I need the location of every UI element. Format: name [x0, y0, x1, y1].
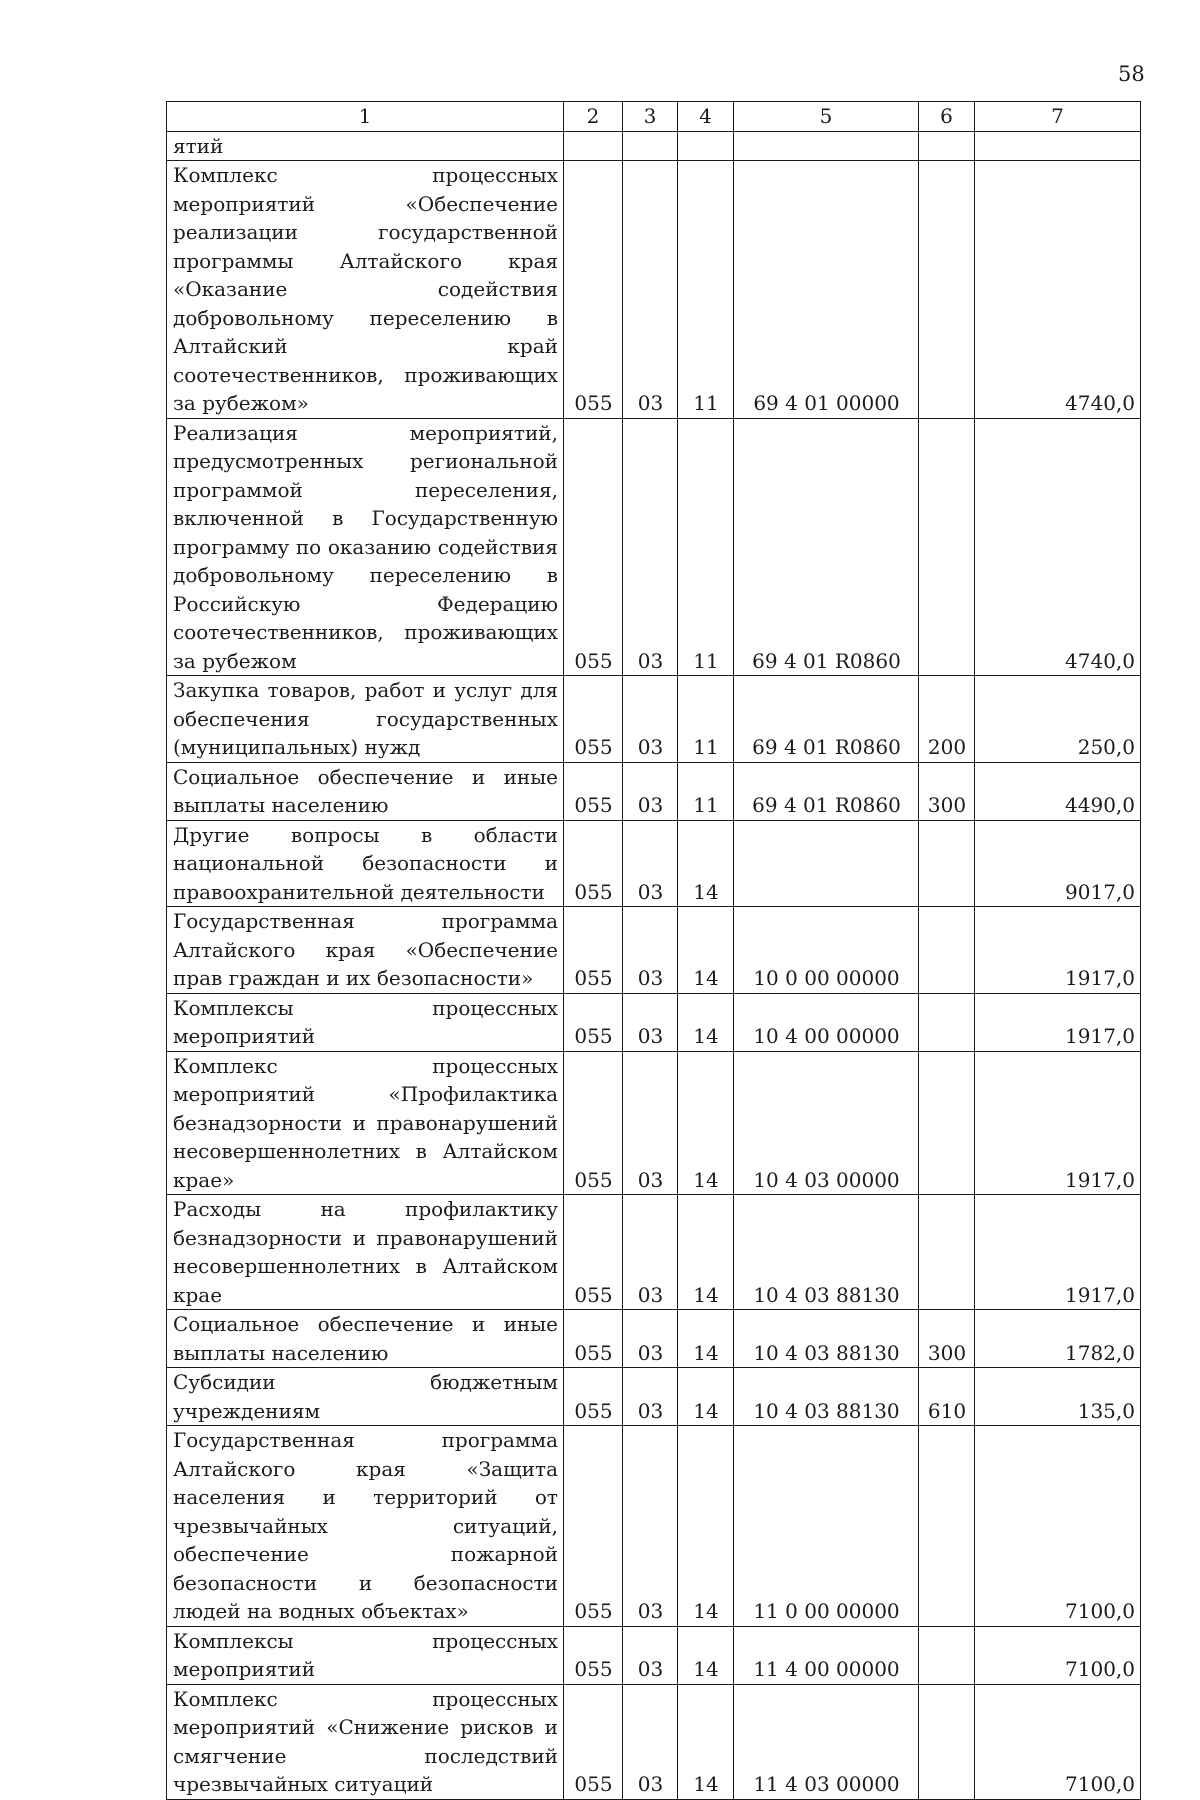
row-expense-type-cell [919, 1051, 975, 1195]
table-row [167, 820, 1141, 907]
header-cell-6: 6 [919, 102, 975, 132]
row-code-cell: 055 [564, 676, 623, 763]
table-row [167, 676, 1141, 763]
table-row [167, 1310, 1141, 1368]
row-name-cell: Другие вопросы в области национальной безопасности и правоохранительной деятельности [167, 820, 564, 907]
row-section-cell: 03 [623, 907, 678, 994]
row-amount-cell: 4490,0 [975, 762, 1141, 820]
row-amount-cell: 1917,0 [975, 1051, 1141, 1195]
row-code-cell: 055 [564, 907, 623, 994]
table-row [167, 1195, 1141, 1310]
row-name-cell: Государственная программа Алтайского края «Обеспечение прав граждан и их безопасности» [167, 907, 564, 994]
table-row [167, 131, 1141, 161]
table-row [167, 993, 1141, 1051]
table-row [167, 161, 1141, 419]
row-name-cell: Реализация мероприятий, предусмотренных региональной программой переселения, включенной в Государственную программу по оказанию содействия добровольному переселению в Российскую Федерацию соотечественников, проживающих за рубежом [167, 418, 564, 676]
row-name-cell: Субсидии бюджетным учреждениям [167, 1368, 564, 1426]
row-code-cell: 055 [564, 820, 623, 907]
row-expense-type-cell: 300 [919, 762, 975, 820]
row-expense-type-cell [919, 907, 975, 994]
row-section-cell: 03 [623, 1051, 678, 1195]
row-target-article-cell [734, 820, 919, 907]
row-amount-cell: 1782,0 [975, 1310, 1141, 1368]
row-section-cell: 03 [623, 418, 678, 676]
row-code-cell: 055 [564, 161, 623, 419]
row-expense-type-cell [919, 1426, 975, 1627]
row-target-article-cell [734, 131, 919, 161]
header-cell-7: 7 [975, 102, 1141, 132]
row-subsection-cell: 14 [678, 1310, 734, 1368]
row-target-article-cell: 10 4 03 88130 [734, 1368, 919, 1426]
row-section-cell: 03 [623, 820, 678, 907]
row-section-cell: 03 [623, 1368, 678, 1426]
row-subsection-cell: 14 [678, 993, 734, 1051]
row-target-article-cell: 10 4 03 88130 [734, 1310, 919, 1368]
row-name-cell: Комплекс процессных мероприятий «Обеспечение реализации государственной программы Алтайского края «Оказание содействия добровольному переселению в Алтайский край соотечественников, проживающих за рубежом» [167, 161, 564, 419]
row-section-cell [623, 131, 678, 161]
row-subsection-cell: 14 [678, 907, 734, 994]
row-expense-type-cell [919, 161, 975, 419]
row-subsection-cell: 11 [678, 762, 734, 820]
table-row [167, 1051, 1141, 1195]
row-amount-cell: 7100,0 [975, 1626, 1141, 1684]
row-subsection-cell: 14 [678, 1684, 734, 1799]
row-section-cell: 03 [623, 676, 678, 763]
table-row [167, 1684, 1141, 1799]
row-code-cell: 055 [564, 1051, 623, 1195]
row-amount-cell: 9017,0 [975, 820, 1141, 907]
row-target-article-cell: 11 0 00 00000 [734, 1426, 919, 1627]
row-code-cell: 055 [564, 1684, 623, 1799]
row-amount-cell: 1917,0 [975, 993, 1141, 1051]
table-row [167, 1426, 1141, 1627]
row-amount-cell: 1917,0 [975, 907, 1141, 994]
row-expense-type-cell: 200 [919, 676, 975, 763]
row-target-article-cell: 10 4 03 88130 [734, 1195, 919, 1310]
row-expense-type-cell: 300 [919, 1310, 975, 1368]
row-name-cell: Социальное обеспечение и иные выплаты населению [167, 762, 564, 820]
row-name-cell: Расходы на профилактику безнадзорности и правонарушений несовершеннолетних в Алтайском крае [167, 1195, 564, 1310]
row-section-cell: 03 [623, 161, 678, 419]
row-code-cell: 055 [564, 1368, 623, 1426]
row-section-cell: 03 [623, 1684, 678, 1799]
row-target-article-cell: 11 4 00 00000 [734, 1626, 919, 1684]
row-amount-cell: 135,0 [975, 1368, 1141, 1426]
page-number: 58 [1118, 62, 1145, 86]
table-header-row [167, 102, 1141, 132]
row-target-article-cell: 10 0 00 00000 [734, 907, 919, 994]
row-expense-type-cell: 610 [919, 1368, 975, 1426]
row-amount-cell: 7100,0 [975, 1426, 1141, 1627]
row-code-cell: 055 [564, 1310, 623, 1368]
row-expense-type-cell [919, 993, 975, 1051]
row-amount-cell: 1917,0 [975, 1195, 1141, 1310]
header-cell-2: 2 [564, 102, 623, 132]
table-row [167, 1626, 1141, 1684]
row-expense-type-cell [919, 1195, 975, 1310]
row-expense-type-cell [919, 418, 975, 676]
row-name-cell: ятий [167, 131, 564, 161]
row-expense-type-cell [919, 131, 975, 161]
table-row [167, 907, 1141, 994]
row-name-cell: Комплексы процессных мероприятий [167, 993, 564, 1051]
row-expense-type-cell [919, 820, 975, 907]
row-subsection-cell: 11 [678, 676, 734, 763]
row-target-article-cell: 69 4 01 00000 [734, 161, 919, 419]
row-section-cell: 03 [623, 762, 678, 820]
row-amount-cell: 4740,0 [975, 418, 1141, 676]
row-section-cell: 03 [623, 993, 678, 1051]
row-subsection-cell: 14 [678, 1626, 734, 1684]
row-target-article-cell: 69 4 01 R0860 [734, 762, 919, 820]
row-target-article-cell: 11 4 03 00000 [734, 1684, 919, 1799]
row-name-cell: Комплексы процессных мероприятий [167, 1626, 564, 1684]
header-cell-1: 1 [167, 102, 564, 132]
row-amount-cell: 7100,0 [975, 1684, 1141, 1799]
row-expense-type-cell [919, 1684, 975, 1799]
table-row [167, 418, 1141, 676]
row-subsection-cell: 14 [678, 1195, 734, 1310]
row-target-article-cell: 10 4 03 00000 [734, 1051, 919, 1195]
table-row [167, 762, 1141, 820]
row-subsection-cell: 14 [678, 820, 734, 907]
row-code-cell: 055 [564, 1626, 623, 1684]
row-expense-type-cell [919, 1626, 975, 1684]
table-row [167, 1368, 1141, 1426]
row-name-cell: Государственная программа Алтайского края «Защита населения и территорий от чрезвычайных ситуаций, обеспечение пожарной безопасности и безопасности людей на водных объектах» [167, 1426, 564, 1627]
row-section-cell: 03 [623, 1195, 678, 1310]
row-amount-cell [975, 131, 1141, 161]
row-name-cell: Комплекс процессных мероприятий «Профилактика безнадзорности и правонарушений несовершеннолетних в Алтайском крае» [167, 1051, 564, 1195]
header-cell-3: 3 [623, 102, 678, 132]
row-code-cell: 055 [564, 1195, 623, 1310]
row-code-cell: 055 [564, 418, 623, 676]
row-subsection-cell: 14 [678, 1368, 734, 1426]
row-subsection-cell: 14 [678, 1051, 734, 1195]
row-section-cell: 03 [623, 1426, 678, 1627]
row-section-cell: 03 [623, 1626, 678, 1684]
row-target-article-cell: 10 4 00 00000 [734, 993, 919, 1051]
row-subsection-cell: 14 [678, 1426, 734, 1627]
row-amount-cell: 250,0 [975, 676, 1141, 763]
row-code-cell [564, 131, 623, 161]
row-target-article-cell: 69 4 01 R0860 [734, 418, 919, 676]
budget-table [166, 101, 1141, 1800]
row-code-cell: 055 [564, 762, 623, 820]
row-code-cell: 055 [564, 993, 623, 1051]
row-amount-cell: 4740,0 [975, 161, 1141, 419]
header-cell-5: 5 [734, 102, 919, 132]
row-subsection-cell [678, 131, 734, 161]
header-cell-4: 4 [678, 102, 734, 132]
row-section-cell: 03 [623, 1310, 678, 1368]
row-name-cell: Социальное обеспечение и иные выплаты населению [167, 1310, 564, 1368]
row-name-cell: Комплекс процессных мероприятий «Снижение рисков и смягчение последствий чрезвычайных ситуаций [167, 1684, 564, 1799]
row-target-article-cell: 69 4 01 R0860 [734, 676, 919, 763]
row-name-cell: Закупка товаров, работ и услуг для обеспечения государственных (муниципальных) нужд [167, 676, 564, 763]
row-subsection-cell: 11 [678, 161, 734, 419]
row-code-cell: 055 [564, 1426, 623, 1627]
row-subsection-cell: 11 [678, 418, 734, 676]
table-body [167, 102, 1141, 1800]
